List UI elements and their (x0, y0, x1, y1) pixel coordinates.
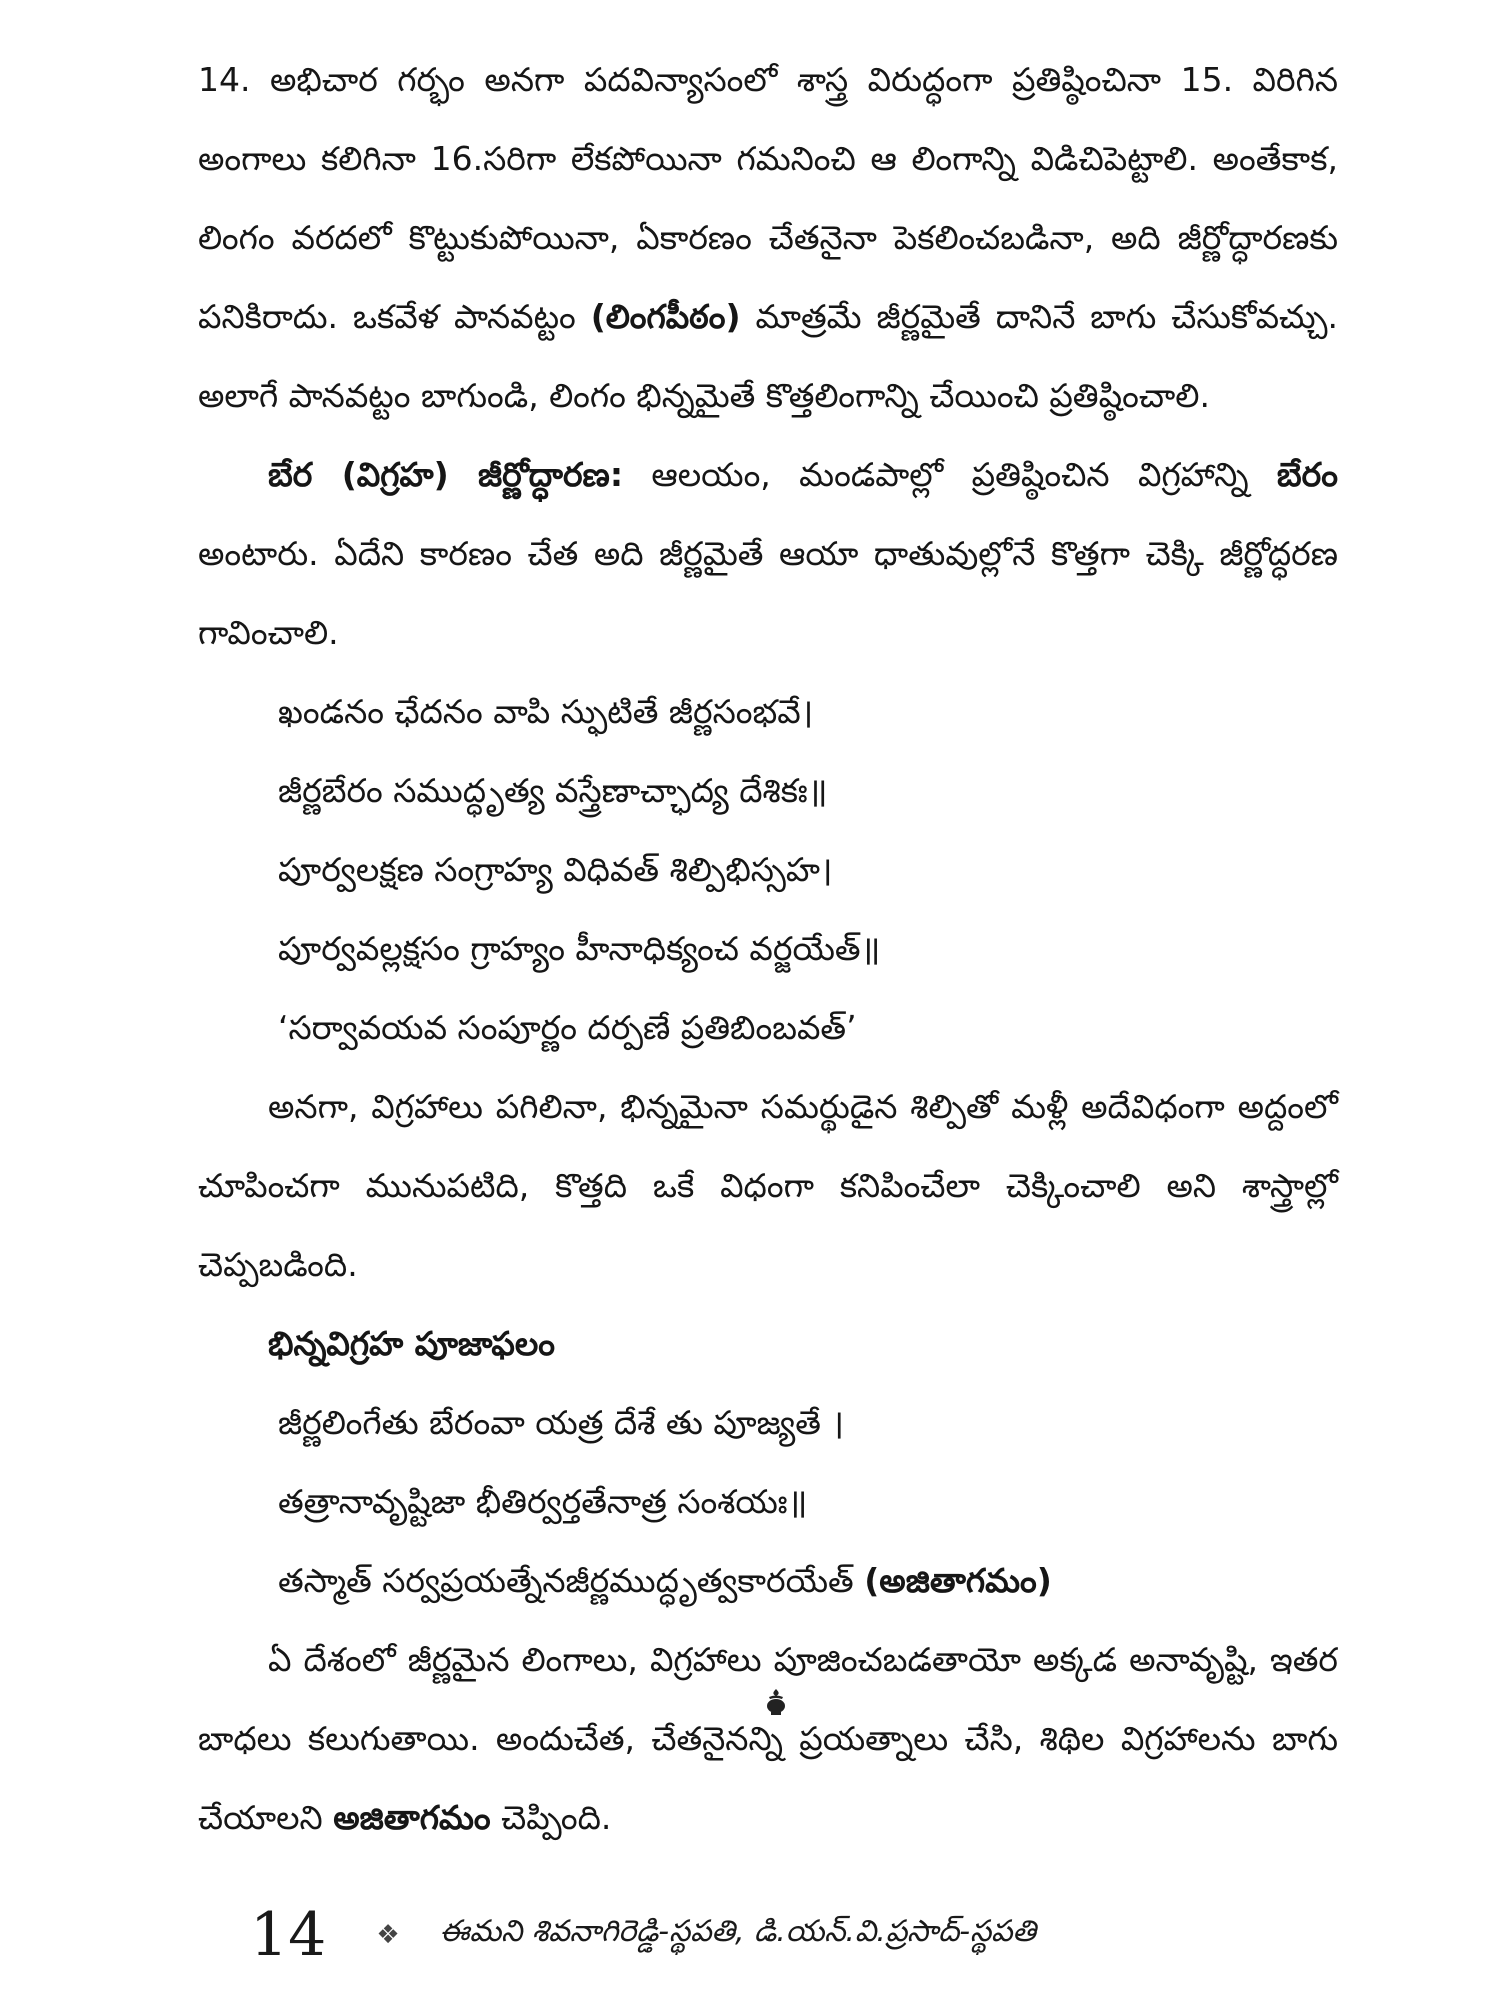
paragraph-conclusion (198, 1620, 1338, 1857)
verse-line: జీర్ణలింగేతు బేరంవా యత్ర దేశే తు పూజ్యతే । (278, 1403, 844, 1442)
section-heading-bera: బేర (విగ్రహ) జీర్ణోద్ధారణ: (268, 455, 624, 494)
para2-tail-text: అంటారు. ఏదేని కారణం చేత అది జీర్ణమైతే ఆయా ధాతువుల్లోనే కొత్తగా చెక్కి జీర్ణోద్ధరణ గావించాలి. (198, 534, 1338, 652)
sanskrit-verses-2 (198, 1383, 1338, 1620)
page-footer (250, 1890, 1310, 1980)
verse-line: ‘సర్వావయవ సంపూర్ణం దర్పణే ప్రతిబింబవత్’ (278, 1008, 857, 1047)
para2-bold-term: బేరం (1276, 455, 1338, 494)
footer-authors: ఈమని శివనాగిరెడ్డి-స్థపతి, డి.యన్.వి.ప్రసాద్-స్థపతి (439, 1914, 1036, 1949)
para1-text: 14. అభిచార గర్భం అనగా పదవిన్యాసంలో శాస్త్ర విరుద్ధంగా ప్రతిష్ఠించినా 15. విరిగిన అంగాలు కలిగినా 16.సరిగా లేకపోయినా గమనించి ఆ లింగాన్ని విడిచిపెట్టాలి. అంతేకాక, లింగం వరదలో కొట్టుకుపోయినా, ఏకారణం చేతనైనా పెకలించబడినా, అది జీర్ణోద్ధారణకు పనికిరాదు. ఒకవేళ పానవట్టం (198, 60, 1338, 336)
para1-tail-text: మాత్రమే జీర్ణమైతే దానినే బాగు చేసుకోవచ్చు. అలాగే పానవట్టం బాగుండి, లింగం భిన్నమైతే కొత్తలింగాన్ని చేయించి ప్రతిష్ఠించాలి. (198, 297, 1338, 415)
sanskrit-verses-1 (198, 672, 1338, 1067)
verse-line: జీర్ణబేరం సముద్ధృత్య వస్త్రేణాచ్ఛాద్య దేశికః॥ (278, 771, 828, 810)
para4-bold-term: అజితాగమం (333, 1798, 491, 1837)
para4-tail-text: చెప్పింది. (501, 1798, 612, 1837)
verse-line: పూర్వవల్లక్షసం గ్రాహ్యం హీనాధిక్యంచ వర్జయేత్॥ (278, 929, 881, 968)
verse-text: తస్మాత్ సర్వప్రయత్నేనజీర్ణముద్ధృత్వకారయేత్ (278, 1561, 854, 1600)
para4-text: ఏ దేశంలో జీర్ణమైన లింగాలు, విగ్రహాలు పూజించబడతాయో అక్కడ అనావృష్టి, ఇతర బాధలు కలుగుతాయి. అందుచేత, చేతనైనన్ని ప్రయత్నాలు చేసి, శిథిల విగ్రహాలను బాగు చేయాలని (198, 1640, 1338, 1837)
page-body (198, 40, 1338, 1857)
verse-line: పూర్వలక్షణ సంగ్రాహ్య విధివత్ శిల్పిభిస్సహ। (278, 850, 833, 889)
verse-source: (అజితాగమం) (864, 1561, 1052, 1600)
verse-line-with-source (278, 1541, 1338, 1620)
page-number: 14 (250, 1900, 327, 1970)
diamond-ornament-icon: ❖ (376, 1920, 400, 1950)
para3-text: అనగా, విగ్రహాలు పగిలినా, భిన్నమైనా సమర్థుడైన శిల్పితో మళ్లీ అదేవిధంగా అద్దంలో చూపించగా మునుపటిది, కొత్తది ఒకే విధంగా కనిపించేలా చెక్కించాలి అని శాస్త్రాల్లో చెప్పబడింది. (198, 1087, 1338, 1284)
verse-line: తత్రానావృష్టిజా భీతిర్వర్తతేనాత్ర సంశయః॥ (278, 1482, 808, 1521)
para1-bold-term: (లింగపీఠం) (590, 297, 741, 336)
paragraph-lingam-rules (198, 40, 1338, 435)
section-heading-broken-idol-worship: భిన్నవిగ్రహ పూజాఫలం (268, 1324, 555, 1363)
paragraph-bera-renovation (198, 435, 1338, 672)
verse-line: ఖండనం ఛేదనం వాపి స్ఫుటితే జీర్ణసంభవే। (278, 692, 814, 731)
para2-text: ఆలయం, మండపాల్లో ప్రతిష్ఠించిన విగ్రహాన్ని (651, 455, 1249, 494)
paragraph-explanation (198, 1067, 1338, 1304)
kalasha-ornament-icon (764, 1688, 788, 1716)
